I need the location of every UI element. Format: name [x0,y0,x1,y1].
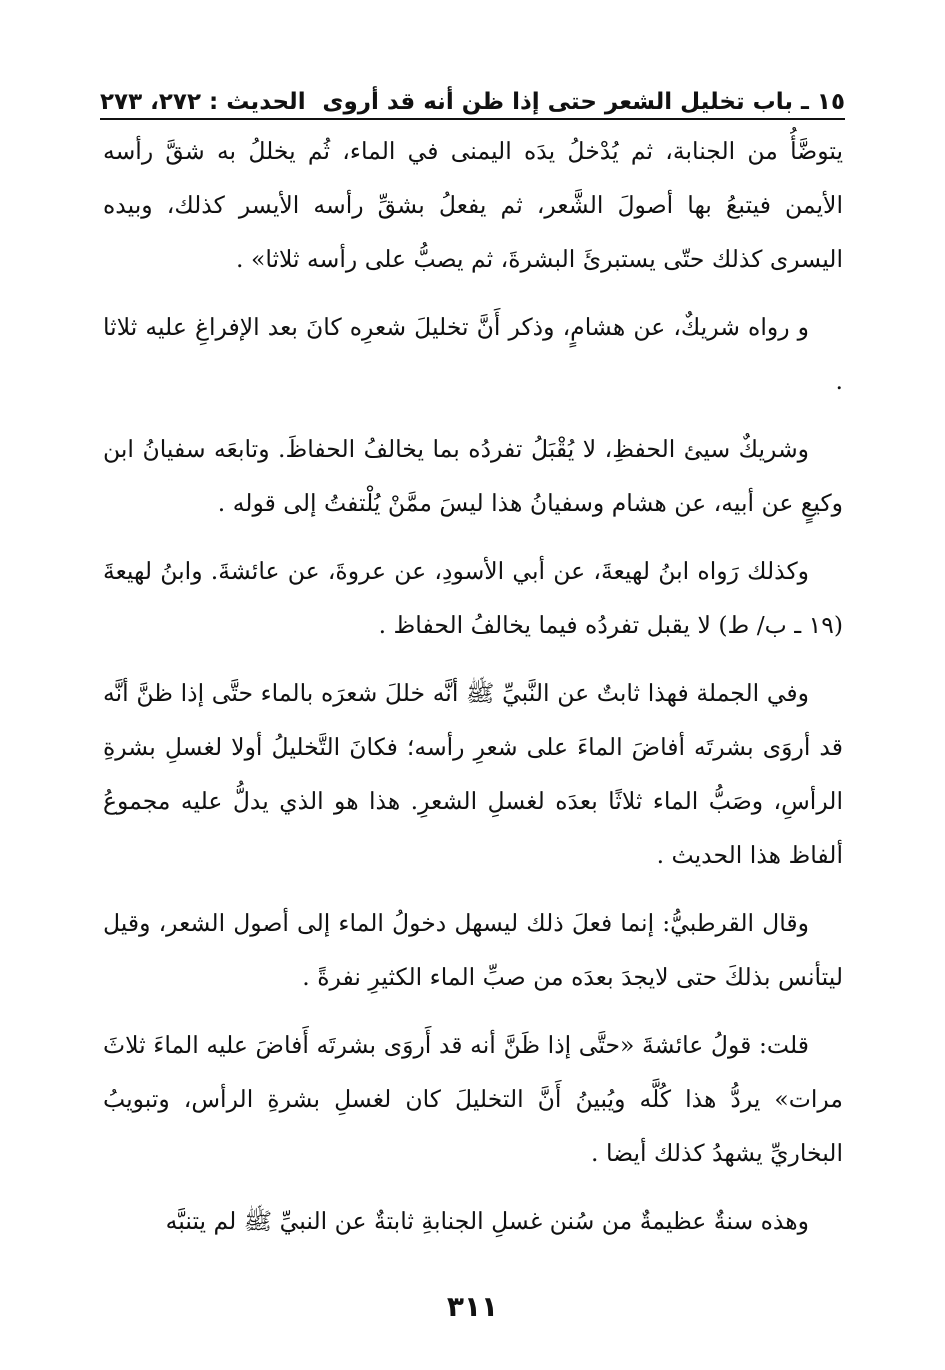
page-number: ٣١١ [446,1290,499,1323]
paragraph-1: يتوضَّأُ من الجنابة، ثم يُدْخلُ يدَه اليمنى في الماء، ثُم يخللُ به شقَّ رأسه الأيمن فيتبعُ بها أصولَ الشَّعر، ثم يفعلُ بشقِّ رأسه الأيسر كذلك، وبيده اليسرى كذلك حتّى يستبرئَ البشرةَ، ثم يصبُّ على رأسه ثلاثا» . [103,137,843,273]
running-header [100,72,845,114]
hadith-reference: الحديث : ٢٧٢، ٢٧٣ [100,89,306,115]
body-text [103,124,843,1262]
paragraph-2: و رواه شريكٌ، عن هشامٍ، وذكر أَنَّ تخليلَ شعرِه كانَ بعد الإفراغِ عليه ثلاثا . [103,313,843,395]
paragraph-8: وهذه سنةٌ عظيمةٌ من سُنن غسلِ الجنابةِ ثابتةٌ عن النبيِّ ﷺ لم يتنبَّه [165,1207,809,1235]
paragraph-4: وكذلك رَواه ابنُ لهيعةَ، عن أبي الأسودِ، عن عروةَ، عن عائشةَ. وابنُ لهيعةَ (١٩ ـ ب/ ط) لا يقبل تفردُه فيما يخالفُ الحفاظ . [103,557,843,639]
chapter-title: ١٥ ـ باب تخليل الشعر حتى إذا ظن أنه قد أروى [322,89,845,115]
paragraph-3: وشريكٌ سيئ الحفظِ، لا يُقْبَلُ تفردُه بما يخالفُ الحفاظَ. وتابعَه سفيانُ ابن وكيعٍ عن أبيه، عن هشام وسفيانُ هذا ليسَ ممَّنْ يُلْتفتُ إلى قوله . [103,435,843,517]
paragraph-5: وفي الجملة فهذا ثابتٌ عن النَّبيِّ ﷺ أنَّه خللَ شعرَه بالماء حتَّى إذا ظنَّ أنَّه قد أروَى بشرتَه أفاضَ الماءَ على شعرِ رأسه؛ فكانَ التَّخليلُ أولا لغسلِ بشرةِ الرأسِ، وصَبُّ الماء ثلاثًا بعدَه لغسلِ الشعرِ. هذا هو الذي يدلُّ عليه مجموعُ ألفاظ هذا الحديث . [103,679,843,869]
paragraph-6: وقال القرطبيُّ: إنما فعلَ ذلك ليسهل دخولُ الماء إلى أصول الشعر، وقيل ليتأنس بذلكَ حتى لايجدَ بعدَه من صبِّ الماء الكثيرِ نفرةً . [103,909,843,991]
header-rule [100,118,845,120]
paragraph-7: قلت: قولُ عائشةَ «حتَّى إذا ظَنَّ أنه قد أَروَى بشرتَه أَفاضَ عليه الماءَ ثلاثَ مرات» يردُّ هذا كُلَّه ويُبينُ أَنَّ التخليلَ كان لغسلِ بشرةِ الرأس، وتبويبُ البخاريِّ يشهدُ كذلك أيضا . [103,1031,843,1167]
